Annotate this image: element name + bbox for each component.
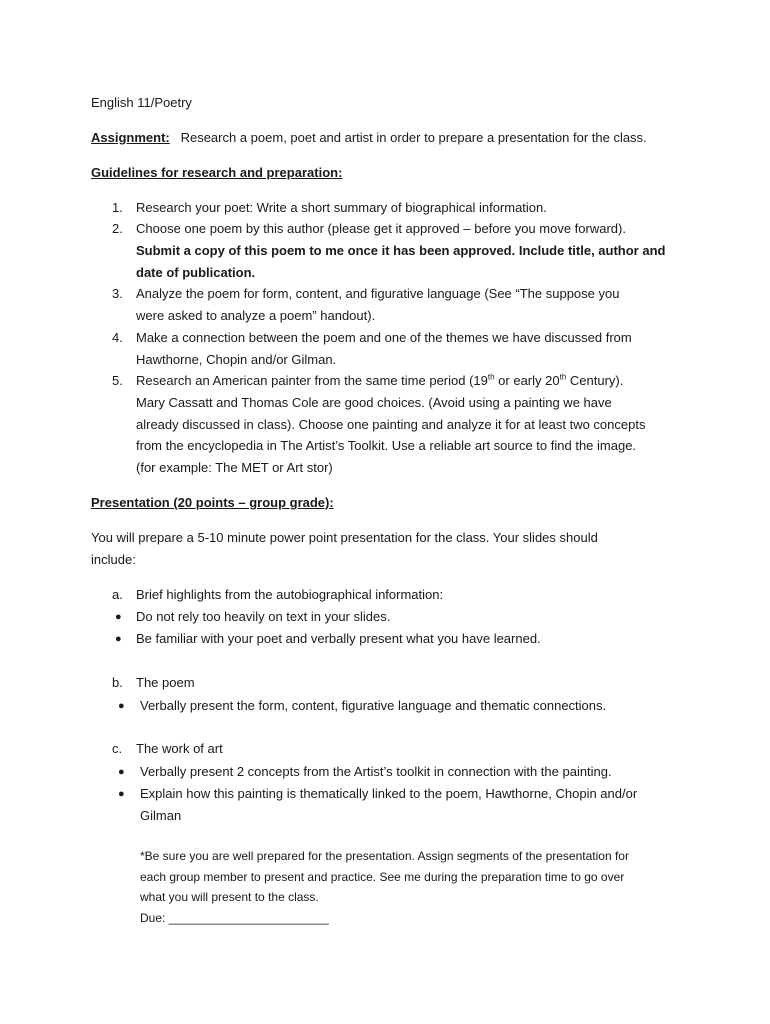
list-item-text: Analyze the poem for form, content, and figurative language (See “The suppose you bbox=[136, 286, 620, 301]
list-item-text: Research an American painter from the same time period (19th or early 20th Century). bbox=[136, 372, 624, 388]
list-number: 1. bbox=[112, 200, 123, 215]
list-item-text: Hawthorne, Chopin and/or Gilman. bbox=[136, 351, 337, 367]
section-title: Brief highlights from the autobiographical information: bbox=[136, 587, 444, 602]
list-item bbox=[136, 197, 696, 219]
bullet-icon: ● bbox=[118, 700, 125, 712]
section-letter: a. bbox=[112, 587, 123, 602]
list-item-text: already discussed in class). Choose one painting and analyze it for at least two concepts bbox=[136, 416, 646, 432]
bullet-item: Be familiar with your poet and verbally present what you have learned. bbox=[136, 631, 541, 646]
presentation-intro bbox=[91, 527, 598, 571]
list-item-text: Choose one poem by this author (please get it approved – before you move forward). bbox=[136, 221, 626, 236]
list-item-text: were asked to analyze a poem” handout). bbox=[136, 307, 376, 323]
bullet-item: Do not rely too heavily on text in your slides. bbox=[136, 609, 391, 624]
section-title: The poem bbox=[136, 675, 195, 690]
bullet-item-text: Explain how this painting is thematically linked to the poem, Hawthorne, Chopin and/or bbox=[140, 786, 638, 801]
note-block bbox=[140, 846, 700, 928]
list-item bbox=[136, 218, 696, 283]
assignment-label: Assignment: bbox=[91, 130, 170, 145]
bullet-item: Verbally present the form, content, figurative language and thematic connections. bbox=[140, 698, 607, 713]
note-line: what you will present to the class. bbox=[140, 890, 319, 904]
section-letter: b. bbox=[112, 675, 123, 690]
list-item-bold-text: Submit a copy of this poem to me once it has been approved. Include title, author and bbox=[136, 242, 666, 258]
presentation-heading: Presentation (20 points – group grade): bbox=[91, 495, 334, 510]
list-item bbox=[136, 327, 696, 371]
section-letter: c. bbox=[112, 741, 123, 756]
section-title: The work of art bbox=[136, 741, 223, 756]
note-line: each group member to present and practice. See me during the preparation time to go over bbox=[140, 869, 625, 884]
bullet-icon: ● bbox=[118, 766, 125, 778]
bullet-item bbox=[140, 783, 700, 827]
list-item-text: Mary Cassatt and Thomas Cole are good choices. (Avoid using a painting we have bbox=[136, 394, 612, 410]
bullet-icon: ● bbox=[115, 633, 122, 645]
bullet-icon: ● bbox=[118, 788, 125, 800]
list-item-text: Make a connection between the poem and one of the themes we have discussed from bbox=[136, 330, 632, 345]
list-item-text: Research your poet: Write a short summary of biographical information. bbox=[136, 200, 547, 215]
list-item bbox=[136, 370, 696, 479]
list-number: 3. bbox=[112, 286, 123, 301]
due-line: Due: ________________________ bbox=[140, 910, 329, 925]
course-title: English 11/Poetry bbox=[91, 95, 192, 110]
list-number: 4. bbox=[112, 330, 123, 345]
list-item-text: from the encyclopedia in The Artist’s Toolkit. Use a reliable art source to find the image. bbox=[136, 438, 637, 454]
list-number: 5. bbox=[112, 373, 123, 388]
bullet-item: Verbally present 2 concepts from the Artist’s toolkit in connection with the painting. bbox=[140, 764, 612, 779]
intro-line: include: bbox=[91, 552, 136, 567]
list-item-bold-text: date of publication. bbox=[136, 264, 256, 280]
list-item bbox=[136, 283, 696, 327]
intro-line: You will prepare a 5-10 minute power point presentation for the class. Your slides should bbox=[91, 530, 598, 545]
list-item-text: (for example: The MET or Art stor) bbox=[136, 460, 333, 476]
list-number: 2. bbox=[112, 221, 123, 236]
bullet-item-text: Gilman bbox=[140, 807, 182, 823]
note-line: *Be sure you are well prepared for the presentation. Assign segments of the presentation for bbox=[140, 849, 629, 863]
assignment-text: Research a poem, poet and artist in order to prepare a presentation for the class. bbox=[180, 130, 647, 145]
bullet-icon: ● bbox=[115, 611, 122, 623]
assignment-line bbox=[91, 127, 647, 149]
guidelines-heading: Guidelines for research and preparation: bbox=[91, 165, 343, 180]
